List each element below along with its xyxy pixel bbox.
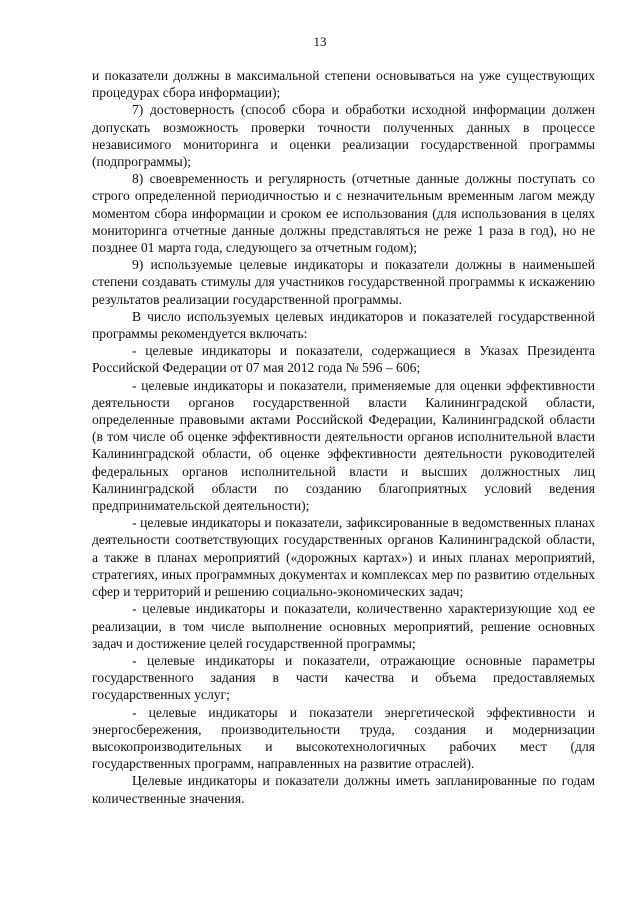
document-body — [92, 67, 595, 807]
paragraph-continuation: и показатели должны в максимальной степени основываться на уже существующих процедурах сбора информации); — [92, 68, 595, 101]
list-item-departmental-plans: - целевые индикаторы и показатели, зафиксированные в ведомственных планах деятельности соответствующих государственных органов Калининградской области, а также в планах мероприятий («дорожных картах») и иных планах мероприятий, стратегиях, иных программных документах и комплексах мер по развитию отдельных сфер и территорий и решению социально-экономических задач; — [92, 515, 595, 600]
list-item-presidential-decrees: - целевые индикаторы и показатели, содержащиеся в Указах Президента Российской Федерации от 07 мая 2012 года № 596 – 606; — [92, 343, 595, 376]
paragraph-item-8-timeliness: 8) своевременность и регулярность (отчетные данные должны поступать со строго определенной периодичностью и с незначительным временным лагом между моментом сбора информации и сроком ее использования (для использования в целях мониторинга отчетные данные должны представляться не реже 1 раза в год), но не позднее 01 марта года, следующего за отчетным годом); — [92, 171, 595, 256]
list-item-state-assignment: - целевые индикаторы и показатели, отражающие основные параметры государственного задания в части качества и объема предоставляемых государственных услуг; — [92, 652, 595, 703]
paragraph-item-7-reliability: 7) достоверность (способ сбора и обработки исходной информации должен допускать возможность проверки точности полученных данных в процессе независимого мониторинга и оценки реализации государственной программы (подпрограммы); — [92, 102, 595, 170]
list-item-energy-efficiency: - целевые индикаторы и показатели энергетической эффективности и энергосбережения, производительности труда, создания и модернизации высокопроизводительных и высокотехнологичных рабочих мест (для государственных программ, направленных на развитие отраслей). — [92, 704, 595, 772]
paragraph-recommended-indicators-intro: В число используемых целевых индикаторов и показателей государственной программы рекомендуется включать: — [92, 308, 595, 342]
paragraph-planned-values: Целевые индикаторы и показатели должны иметь запланированные по годам количественные значения. — [92, 773, 595, 806]
list-item-efficiency-assessment: - целевые индикаторы и показатели, применяемые для оценки эффективности деятельности органов государственной власти Калининградской области, определенные правовыми актами Российской Федерации, Калининградской области (в том числе об оценке эффективности деятельности органов исполнительной власти Калининградской области, об оценке эффективности деятельности руководителей федеральных органов исполнительной власти и высших должностных лиц Калининградской области по созданию благоприятных условий ведения предпринимательской деятельности); — [92, 377, 595, 514]
paragraph-item-9-incentives: 9) используемые целевые индикаторы и показатели должны в наименьшей степени создавать стимулы для участников государственной программы к искажению результатов реализации государственной программы. — [92, 257, 595, 307]
list-item-implementation-progress: - целевые индикаторы и показатели, количественно характеризующие ход ее реализации, в том числе выполнение основных мероприятий, решение основных задач и достижение целей государственной программы; — [92, 601, 595, 651]
page-number: 13 — [313, 34, 327, 49]
